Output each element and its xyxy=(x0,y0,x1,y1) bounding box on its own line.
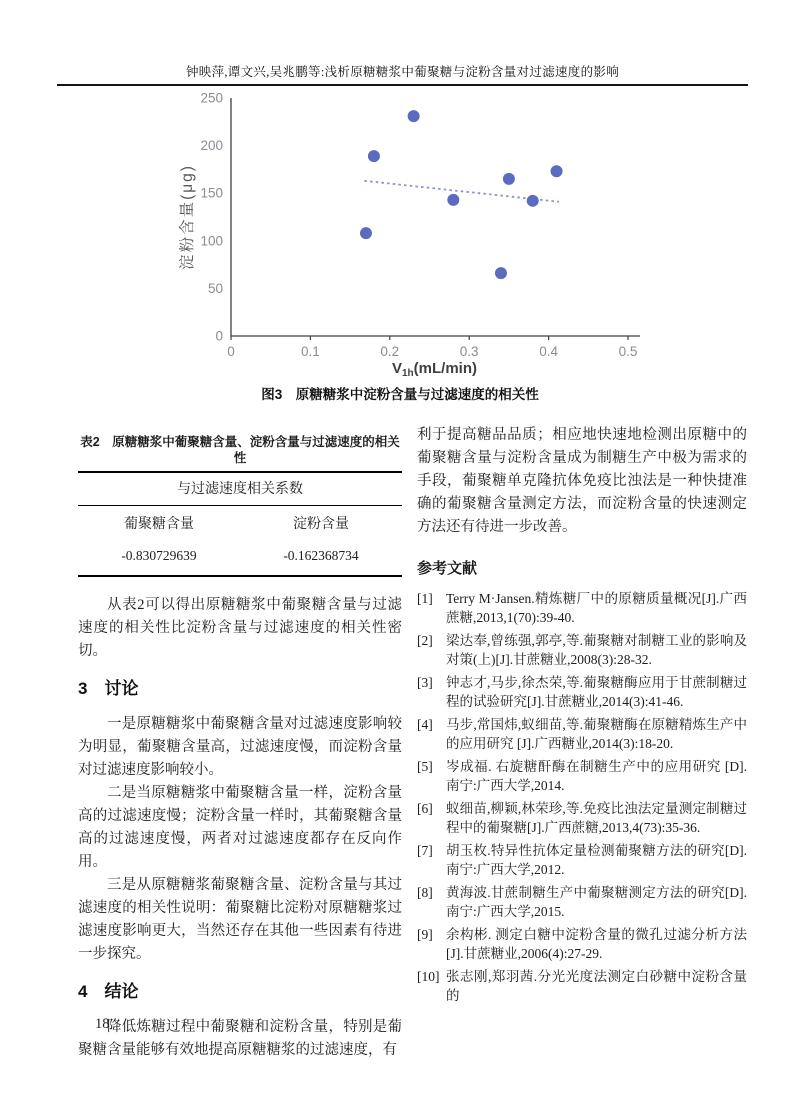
reference-item xyxy=(417,967,747,1005)
x-tick-label: 0.1 xyxy=(301,344,320,359)
y-tick-label: 150 xyxy=(200,185,223,201)
y-tick-label: 200 xyxy=(200,138,223,154)
table2-values-row xyxy=(78,539,402,577)
paragraph-discussion-3: 三是从原糖糖浆葡聚糖含量、淀粉含量与其过滤速度的相关性说明：葡聚糖比淀粉对原糖糖浆过滤速度影响更大，当然还存在其他一些因素有待进一步探究。 xyxy=(78,877,402,962)
x-tick-label: 0.5 xyxy=(618,344,638,359)
reference-label: [9] xyxy=(417,927,433,942)
paragraph-discussion-1: 一是原糖糖浆中葡聚糖含量对过滤速度影响较为明显，葡聚糖含量高，过滤速度慢，而淀粉含量对过滤速度影响较小。 xyxy=(78,716,402,778)
y-tick-label: 100 xyxy=(200,233,223,249)
figure3-scatter-chart xyxy=(148,93,653,393)
reference-item xyxy=(417,673,747,711)
table2-span-header: 与过滤速度相关系数 xyxy=(78,471,402,505)
scatter-point xyxy=(368,150,380,162)
reference-item xyxy=(417,799,747,837)
table2 xyxy=(78,434,402,577)
reference-label: [7] xyxy=(417,843,433,858)
paragraph-table-summary: 从表2可以得出原糖糖浆中葡聚糖含量与过滤速度的相关性比淀粉含量与过滤速度的相关性密切。 xyxy=(78,597,402,659)
table2-caption: 表2 原糖糖浆中葡聚糖含量、淀粉含量与过滤速度的相关性 xyxy=(80,435,400,465)
reference-item xyxy=(417,925,747,963)
reference-text: 钟志才,马步,徐杰荣,等.葡聚糖酶应用于甘蔗制糖过程的试验研究[J].甘蔗糖业,2014(3):41-46. xyxy=(446,675,747,709)
reference-label: [10] xyxy=(417,969,440,984)
reference-label: [5] xyxy=(417,759,433,774)
table2-column-headers xyxy=(78,505,402,539)
reference-text: 蚁细苗,柳颖,林荣珍,等.免疫比浊法定量测定制糖过程中的葡聚糖[J].广西蔗糖,2013,4(73):35-36. xyxy=(446,801,747,835)
x-tick-label: 0.4 xyxy=(539,344,558,359)
header-rule xyxy=(57,84,748,86)
reference-text: 张志刚,郑羽茜.分光光度法测定白砂糖中淀粉含量的 xyxy=(446,969,747,1003)
reference-text: 岑成福. 右旋糖酐酶在制糖生产中的应用研究 [D].南宁:广西大学,2014. xyxy=(446,759,747,793)
y-axis-label: 淀粉含量(μg) xyxy=(179,164,196,270)
references-heading: 参考文献 xyxy=(417,560,478,577)
x-tick-label: 0.2 xyxy=(380,344,400,359)
reference-text: 黄海波.甘蔗制糖生产中葡聚糖测定方法的研究[D].南宁:广西大学,2015. xyxy=(446,885,747,919)
reference-text: Terry M·Jansen.精炼糖厂中的原糖质量概况[J].广西蔗糖,2013,1(70):39-40. xyxy=(446,591,747,625)
table2-col-header-dextran: 葡聚糖含量 xyxy=(124,517,194,532)
reference-item xyxy=(417,631,747,669)
scatter-point xyxy=(408,110,420,122)
section-heading-conclusion: 4 结论 xyxy=(78,982,139,1001)
x-tick-label: 0 xyxy=(227,344,235,359)
table2-col-header-starch: 淀粉含量 xyxy=(293,517,349,532)
scatter-point xyxy=(551,165,563,177)
reference-item xyxy=(417,757,747,795)
y-tick-label: 50 xyxy=(207,280,223,296)
left-column xyxy=(78,434,402,1062)
reference-text: 马步,常国炜,蚁细苗,等.葡聚糖酶在原糖精炼生产中的应用研究 [J].广西糖业,2014(3):18-20. xyxy=(446,717,747,751)
reference-label: [1] xyxy=(417,591,433,606)
reference-label: [8] xyxy=(417,885,433,900)
running-head: 钟映萍,谭文兴,吴兆鹏等:浅析原糖糖浆中葡聚糖与淀粉含量对过滤速度的影响 xyxy=(185,65,620,79)
reference-text: 胡玉枚.特异性抗体定量检测葡聚糖方法的研究[D].南宁:广西大学,2012. xyxy=(446,843,747,877)
scatter-chart-svg xyxy=(148,93,653,393)
scatter-point xyxy=(495,267,507,279)
reference-label: [6] xyxy=(417,801,433,816)
scatter-point xyxy=(527,195,539,207)
reference-label: [2] xyxy=(417,633,433,648)
y-tick-label: 250 xyxy=(200,93,223,106)
section-heading-discussion: 3 讨论 xyxy=(78,679,139,698)
reference-item xyxy=(417,841,747,879)
table2-value-dextran: -0.830729639 xyxy=(121,548,197,563)
paragraph-conclusion-continued: 利于提高糖品品质；相应地快速地检测出原糖中的葡聚糖含量与淀粉含量成为制糖生产中极为需求的手段，葡聚糖单克隆抗体免疫比浊法是一种快捷准确的葡聚糖含量测定方法，而淀粉含量的快速测定方法还有待进一步改善。 xyxy=(417,427,747,535)
page-number: 18 xyxy=(95,1016,110,1032)
paragraph-conclusion: 降低炼糖过程中葡聚糖和淀粉含量，特别是葡聚糖含量能够有效地提高原糖糖浆的过滤速度，有 xyxy=(78,1019,402,1058)
reference-item xyxy=(417,883,747,921)
paragraph-discussion-2: 二是当原糖糖浆中葡聚糖含量一样，淀粉含量高的过滤速度慢；淀粉含量一样时，其葡聚糖含量高的过滤速度慢，两者对过滤速度都存在反向作用。 xyxy=(78,785,402,870)
reference-label: [3] xyxy=(417,675,433,690)
scatter-point xyxy=(360,227,372,239)
reference-label: [4] xyxy=(417,717,433,732)
figure3-caption: 图3 原糖糖浆中淀粉含量与过滤速度的相关性 xyxy=(261,387,539,402)
x-tick-label: 0.3 xyxy=(459,344,479,359)
reference-text: 余构彬. 测定白糖中淀粉含量的微孔过滤分析方法[J].甘蔗糖业,2006(4):27-29. xyxy=(446,927,747,961)
reference-item xyxy=(417,715,747,753)
right-column xyxy=(417,424,747,1009)
scatter-point xyxy=(503,173,515,185)
scatter-point xyxy=(447,194,459,206)
x-axis-label: $V_{1h}(mL/\min)$ xyxy=(391,360,478,379)
table2-value-starch: -0.162368734 xyxy=(283,548,359,563)
reference-text: 梁达奉,曾练强,郭亭,等.葡聚糖对制糖工业的影响及对策(上)[J].甘蔗糖业,2008(3):28-32. xyxy=(446,633,747,667)
y-tick-label: 0 xyxy=(215,328,223,344)
reference-item xyxy=(417,589,747,627)
